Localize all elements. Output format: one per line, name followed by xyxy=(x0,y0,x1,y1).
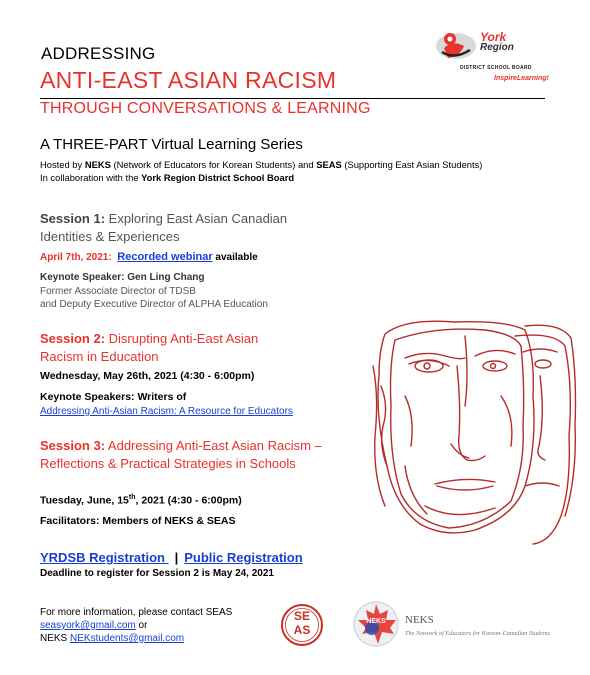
york-text: York xyxy=(480,30,507,44)
session-1-date: April 7th, 2021: xyxy=(40,252,112,263)
session-1-label: Session 1: xyxy=(40,211,106,226)
neks-badge-text: NEKS xyxy=(366,618,386,625)
session-3-date-sup: th xyxy=(128,494,136,501)
hosted-by xyxy=(40,158,560,184)
session-2-keynote: Keynote Speakers: Writers of xyxy=(40,391,187,403)
neks-full-name: The Network of Educators for Korean-Canadian Students xyxy=(405,630,551,637)
session-3-facilitators: Facilitators: Members of NEKS & SEAS xyxy=(40,515,236,527)
session-1-available: available xyxy=(212,252,258,263)
session-3-date-pre: Tuesday, June, 15 xyxy=(40,494,129,507)
region-text: Region xyxy=(480,42,514,53)
seas-logo-text xyxy=(281,609,323,637)
resource-for-educators-link[interactable]: Addressing Anti-Asian Racism: A Resource for Educators xyxy=(40,406,293,417)
registration-separator: | xyxy=(174,550,179,565)
title-line-2: ANTI-EAST ASIAN RACISM xyxy=(40,67,337,93)
session-3-date xyxy=(40,494,242,507)
yrdsb-registration-link[interactable]: YRDSB Registration xyxy=(40,550,169,565)
face-line-drawing xyxy=(365,316,580,546)
title-line-3: THROUGH CONVERSATIONS & LEARNING xyxy=(40,100,371,117)
session-1-role-1: Former Associate Director of TDSB xyxy=(40,286,196,297)
york-region-logo xyxy=(434,28,549,90)
session-1-keynote: Keynote Speaker: Gen Ling Chang xyxy=(40,272,205,283)
series-title: A THREE-PART Virtual Learning Series xyxy=(40,136,303,153)
title-divider xyxy=(40,98,545,99)
session-2-name: Disrupting Anti-East Asian Racism in Education xyxy=(40,331,259,364)
registration-deadline: Deadline to register for Session 2 is May 24, 2021 xyxy=(40,568,274,579)
session-3-title xyxy=(40,437,330,473)
public-registration-link[interactable]: Public Registration xyxy=(184,550,303,565)
york-region-emblem-icon xyxy=(434,28,478,64)
registration-links xyxy=(40,550,303,565)
neks-prefix: NEKS xyxy=(40,633,71,644)
session-1-date-line xyxy=(40,251,258,264)
recorded-webinar-link[interactable]: Recorded webinar xyxy=(117,251,213,263)
board-text: DISTRICT SCHOOL BOARD xyxy=(460,65,532,71)
session-3-date-post: , 2021 (4:30 - 6:00pm) xyxy=(135,494,242,507)
neks-email-link[interactable]: NEKstudents@gmail.com xyxy=(70,633,185,644)
session-3-name: Addressing Anti-East Asian Racism – Reflections & Practical Strategies in Schools xyxy=(40,438,322,471)
contact-info xyxy=(40,606,232,645)
seas-full: (Supporting East Asian Students) xyxy=(341,159,483,170)
seas-email-link[interactable]: seasyork@gmail.com xyxy=(40,620,136,631)
neks-full: (Network of Educators for Korean Students) and xyxy=(110,159,317,170)
session-2-label: Session 2: xyxy=(40,331,106,346)
session-1-title xyxy=(40,210,300,246)
session-1-name: Exploring East Asian Canadian Identities & Experiences xyxy=(40,211,288,244)
hosted-prefix: Hosted by xyxy=(40,159,85,170)
contact-line: For more information, please contact SEAS xyxy=(40,607,233,618)
title-line-1: ADDRESSING xyxy=(41,44,156,63)
session-2-title xyxy=(40,330,300,366)
collab-prefix: In collaboration with the xyxy=(40,172,142,183)
neks-logo xyxy=(346,598,406,650)
session-3-label: Session 3: xyxy=(40,438,106,453)
seas-abbr: SEAS xyxy=(316,159,342,170)
session-1-role-2: and Deputy Executive Director of ALPHA Education xyxy=(40,299,268,310)
neks-name: NEKS xyxy=(405,614,434,626)
seas-logo-top: SE xyxy=(293,609,310,623)
contact-or: or xyxy=(135,620,148,631)
session-2-date: Wednesday, May 26th, 2021 (4:30 - 6:00pm) xyxy=(40,370,255,382)
seas-logo-bottom: AS xyxy=(293,623,311,637)
seas-logo xyxy=(281,604,323,646)
collab-org: York Region District School Board xyxy=(141,172,295,183)
neks-abbr: NEKS xyxy=(84,159,111,170)
inspire-tagline: InspireLearning! xyxy=(494,75,549,82)
